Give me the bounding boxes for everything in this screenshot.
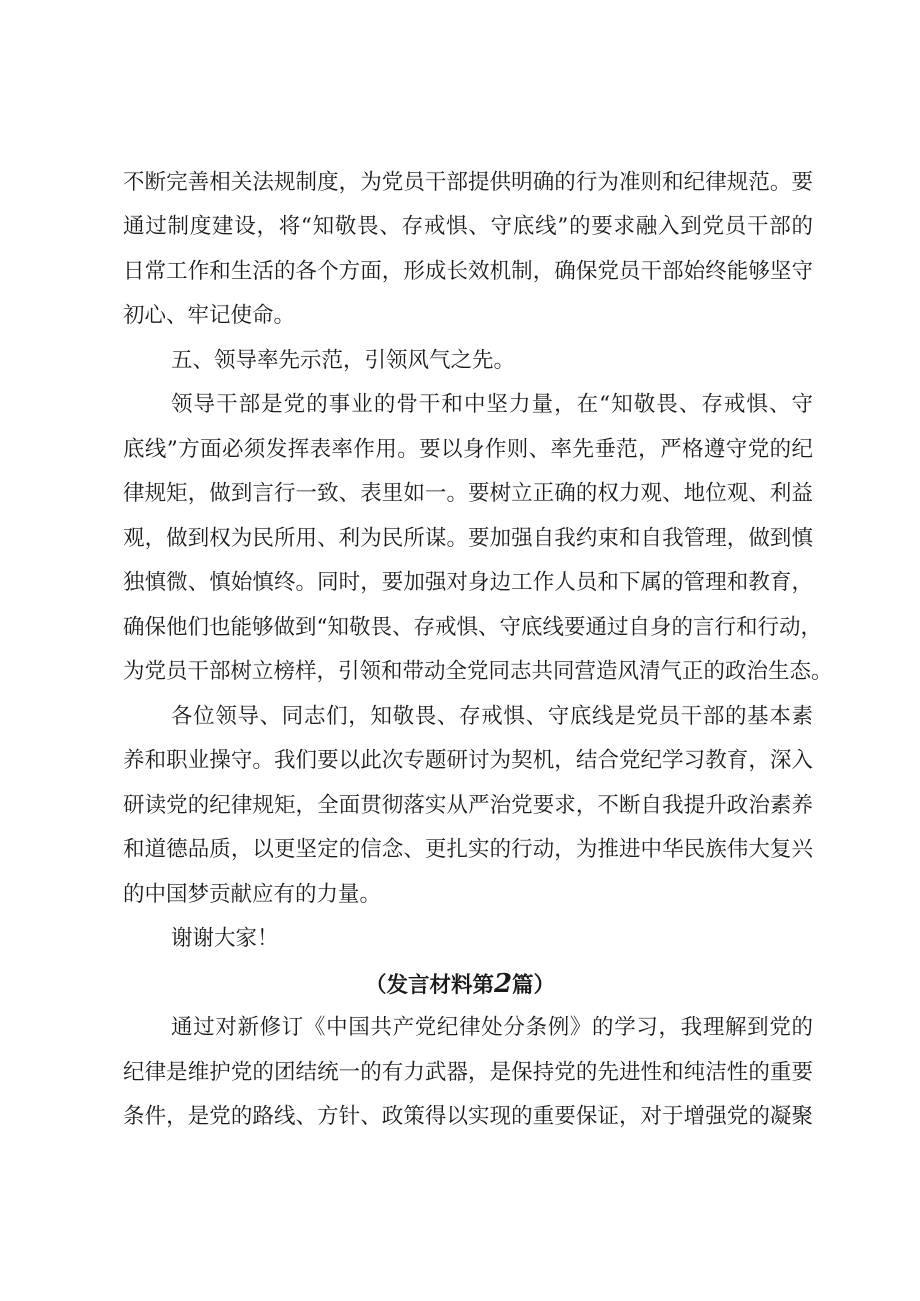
section-heading-number: 2 <box>493 969 513 999</box>
paragraph-4-line: 通过对新修订《中国共产党纪律处分条例》的学习，我理解到党的 <box>171 1015 813 1040</box>
paragraph-1-line: 通过制度建设，将“知敬畏、存戒惧、守底线”的要求融入到党员干部的 <box>123 214 813 239</box>
section-heading <box>0 962 920 1006</box>
paragraph-2-line: 为党员干部树立榜样，引领和带动全党同志共同营造风清气正的政治生态。 <box>123 659 833 684</box>
section-5-title: 五、领导率先示范，引领风气之先。 <box>171 348 516 373</box>
paragraph-3-line: 的中国梦贡献应有的力量。 <box>123 882 382 907</box>
closing-thanks: 谢谢大家！ <box>171 926 279 951</box>
paragraph-4-line: 条件，是党的路线、方针、政策得以实现的重要保证，对于增强党的凝聚 <box>123 1104 813 1129</box>
paragraph-1-line: 日常工作和生活的各个方面，形成长效机制，确保党员干部始终能够坚守 <box>123 259 813 284</box>
paragraph-1-line: 不断完善相关法规制度，为党员干部提供明确的行为准则和纪律规范。要 <box>123 170 813 195</box>
paragraph-2-line: 领导干部是党的事业的骨干和中坚力量，在“知敬畏、存戒惧、守 <box>171 392 813 417</box>
paragraph-4-line: 纪律是维护党的团结统一的有力武器，是保持党的先进性和纯洁性的重要 <box>123 1060 813 1085</box>
paragraph-2-line: 律规矩，做到言行一致、表里如一。要树立正确的权力观、地位观、利益 <box>123 481 813 506</box>
paragraph-3-line: 和道德品质，以更坚定的信念、更扎实的行动，为推进中华民族伟大复兴 <box>123 837 813 862</box>
paragraph-2-line: 底线”方面必须发挥表率作用。要以身作则、率先垂范，严格遵守党的纪 <box>123 437 813 462</box>
paragraph-3-line: 各位领导、同志们，知敬畏、存戒惧、守底线是党员干部的基本素 <box>171 704 813 729</box>
paragraph-2-line: 独慎微、慎始慎终。同时，要加强对身边工作人员和下属的管理和教育， <box>123 570 813 595</box>
paragraph-3-line: 养和职业操守。我们要以此次专题研讨为契机，结合党纪学习教育，深入 <box>123 748 813 773</box>
section-heading-suffix: 篇） <box>512 973 556 998</box>
paragraph-3-line: 研读党的纪律规矩，全面贯彻落实从严治党要求，不断自我提升政治素养 <box>123 793 813 818</box>
section-heading-prefix: （发言材料第 <box>364 973 494 998</box>
paragraph-1-line: 初心、牢记使命。 <box>123 303 296 328</box>
paragraph-2-line: 观，做到权为民所用、利为民所谋。要加强自我约束和自我管理，做到慎 <box>123 526 813 551</box>
paragraph-2-line: 确保他们也能够做到“知敬畏、存戒惧、守底线要通过自身的言行和行动， <box>123 615 822 640</box>
